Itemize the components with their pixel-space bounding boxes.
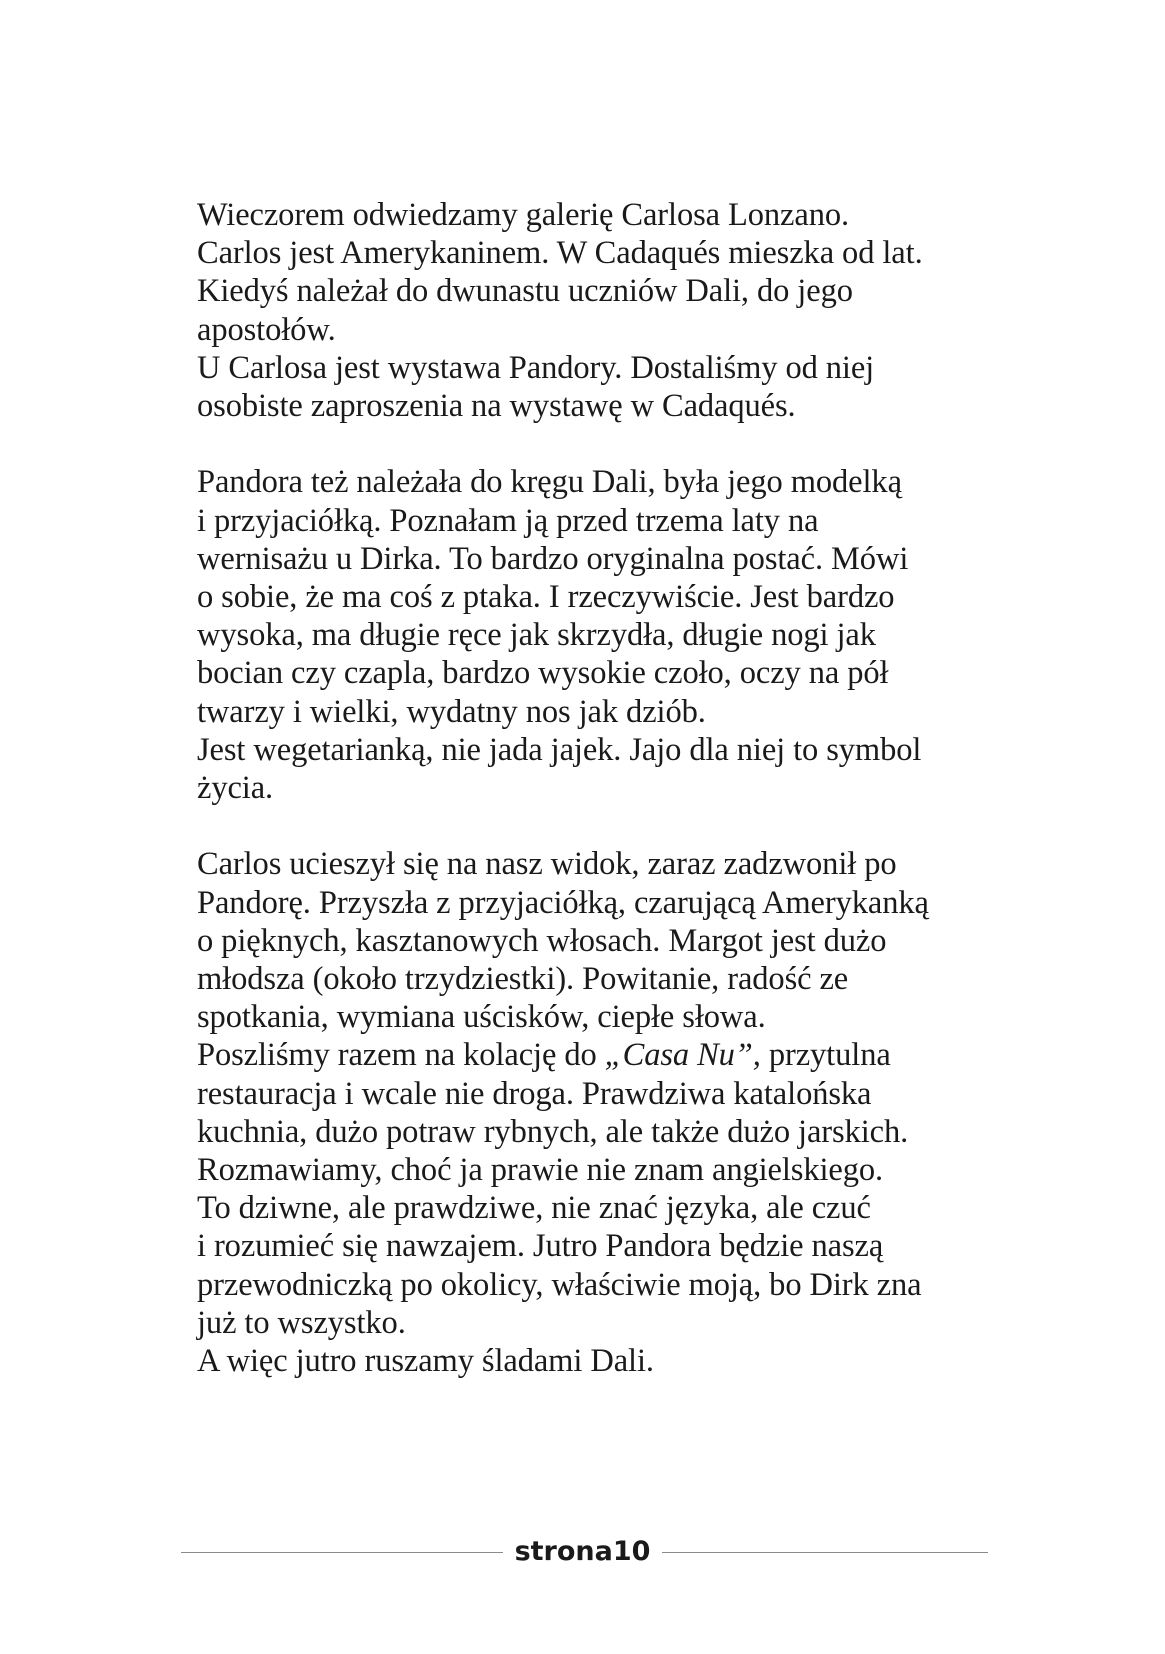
text-line: restauracja i wcale nie droga. Prawdziwa katalońska — [197, 1075, 872, 1112]
text-line: Jest wegetarianką, nie jada jajek. Jajo dla niej to symbol — [197, 731, 922, 768]
text-line: już to wszystko. — [197, 1304, 406, 1341]
text-line-casa-nu — [197, 1036, 987, 1074]
text-line: wysoka, ma długie ręce jak skrzydła, długie nogi jak — [197, 617, 876, 654]
text-line: i rozumieć się nawzajem. Jutro Pandora będzie naszą — [197, 1228, 884, 1265]
footer-rule-right — [662, 1552, 988, 1553]
text-line: przewodniczką po okolicy, właściwie moją, bo Dirk zna — [197, 1266, 922, 1303]
text-line: Carlos ucieszył się na nasz widok, zaraz zadzwonił po — [197, 846, 897, 883]
footer-rule-left — [181, 1552, 503, 1553]
casa-line-before: Poszliśmy razem na kolację do — [197, 1037, 605, 1074]
text-line: o pięknych, kasztanowych włosach. Margot jest dużo — [197, 922, 887, 959]
casa-line-after: przytulna — [760, 1037, 891, 1074]
text-line: Pandora też należała do kręgu Dali, była jego modelką — [197, 464, 902, 501]
text-line: A więc jutro ruszamy śladami Dali. — [197, 1343, 654, 1380]
text-line: wernisażu u Dirka. To bardzo oryginalna postać. Mówi — [197, 540, 909, 577]
body-text — [197, 196, 987, 1380]
text-line: To dziwne, ale prawdziwe, nie znać języka, ale czuć — [197, 1190, 871, 1227]
text-line: Kiedyś należał do dwunastu uczniów Dali, do jego — [197, 273, 853, 310]
text-line: bocian czy czapla, bardzo wysokie czoło, oczy na pół — [197, 655, 889, 692]
text-line: o sobie, że ma coś z ptaka. I rzeczywiście. Jest bardzo — [197, 579, 895, 616]
text-line: twarzy i wielki, wydatny nos jak dziób. — [197, 693, 706, 730]
paragraph-gap — [197, 425, 987, 463]
text-line: kuchnia, dużo potraw rybnych, ale także dużo jarskich. — [197, 1113, 909, 1150]
text-line: Wieczorem odwiedzamy galerię Carlosa Lonzano. — [197, 197, 850, 233]
text-line: życia. — [197, 770, 274, 807]
text-line: osobiste zaproszenia na wystawę w Cadaqués. — [197, 388, 796, 425]
text-line: Carlos jest Amerykaninem. W Cadaqués mieszka od lat. — [197, 235, 923, 272]
text-line: U Carlosa jest wystawa Pandory. Dostaliśmy od niej — [197, 349, 875, 386]
text-line: młodsza (około trzydziestki). Powitanie, radość ze — [197, 961, 849, 998]
text-line: Rozmawiamy, choć ja prawie nie znam angielskiego. — [197, 1152, 884, 1189]
text-line: Pandorę. Przyszła z przyjaciółką, czarującą Amerykanką — [197, 884, 929, 921]
text-line: i przyjaciółką. Poznałam ją przed trzema laty na — [197, 502, 819, 539]
page-number: strona10 — [514, 1536, 651, 1567]
paragraph-gap — [197, 807, 987, 845]
page-footer — [0, 1532, 1165, 1572]
restaurant-name: „Casa Nu”, — [604, 1037, 761, 1074]
text-line: apostołów. — [197, 311, 336, 348]
text-line: spotkania, wymiana uścisków, ciepłe słowa. — [197, 999, 766, 1036]
